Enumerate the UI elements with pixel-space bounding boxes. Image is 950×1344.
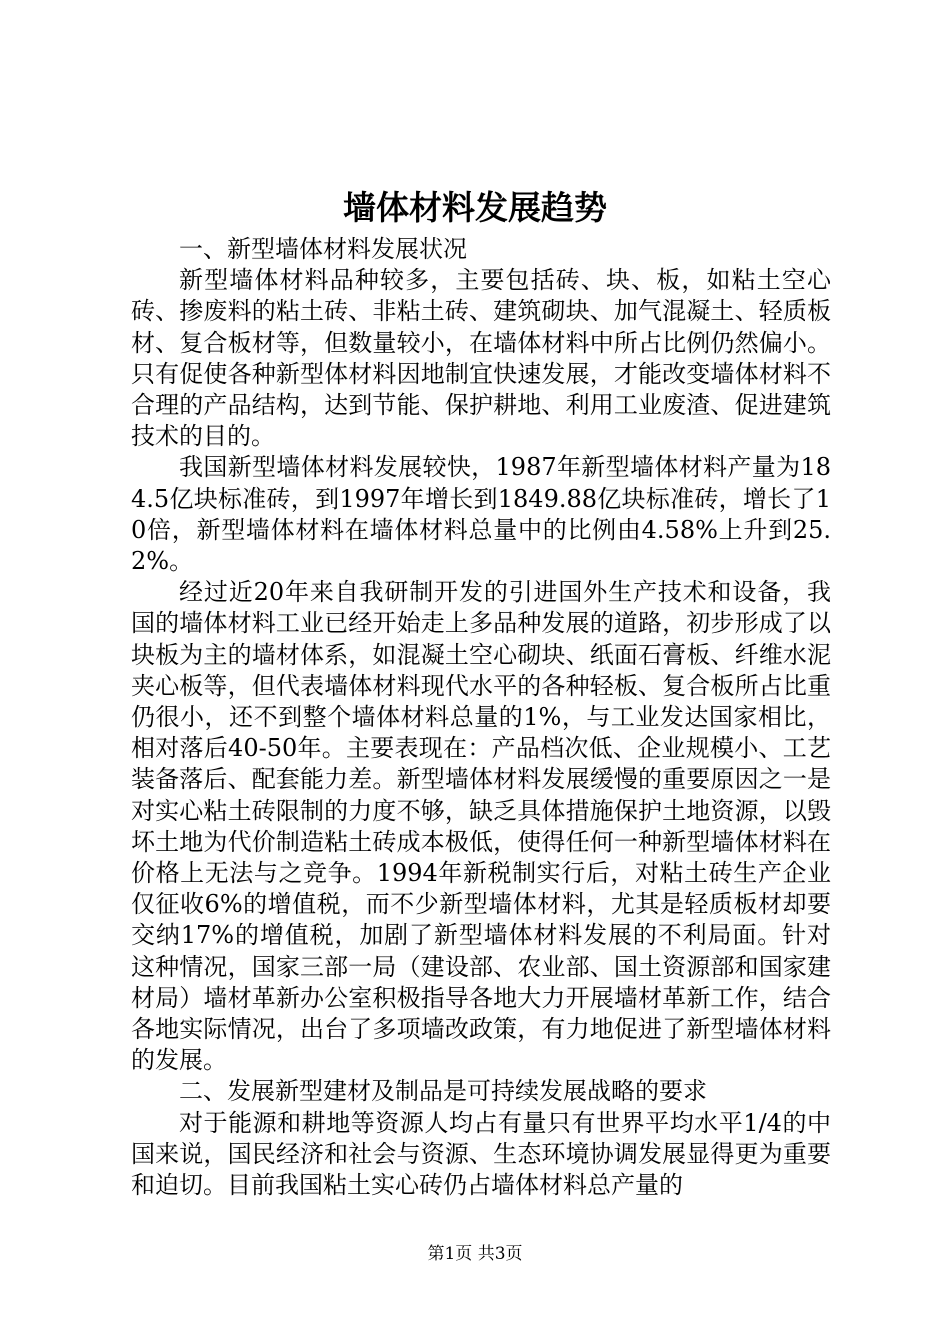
section-heading-2: 二、发展新型建材及制品是可持续发展战略的要求 (179, 1077, 707, 1106)
section-heading-1: 一、新型墙体材料发展状况 (179, 235, 467, 263)
document-title: 墙体材料发展趋势 (343, 188, 607, 227)
paragraph-4: 对于能源和耕地等资源人均占有量只有世界平均水平1/4的中国来说，国民经济和社会与资源、生态环境协调发展显得更为重要和迫切。目前我国粘土实心砖仍占墙体材料总产量的 (131, 1108, 831, 1200)
document-body (131, 234, 831, 1201)
paragraph-1: 新型墙体材料品种较多，主要包括砖、块、板，如粘土空心砖、掺废料的粘土砖、非粘土砖、建筑砌块、加气混凝土、轻质板材、复合板材等，但数量较小，在墙体材料中所占比例仍然偏小。只有促使各种新型体材料因地制宜快速发展，才能改变墙体材料不合理的产品结构，达到节能、保护耕地、利用工业废渣、促进建筑技术的目的。 (131, 266, 831, 451)
paragraph-3: 经过近20年来自我研制开发的引进国外生产技术和设备，我国的墙体材料工业已经开始走上多品种发展的道路，初步形成了以块板为主的墙材体系，如混凝土空心砌块、纸面石膏板、纤维水泥夹心板等，但代表墙体材料现代水平的各种轻板、复合板所占比重仍很小，还不到整个墙体材料总量的1%，与工业发达国家相比，相对落后40-50年。主要表现在：产品档次低、企业规模小、工艺装备落后、配套能力差。新型墙体材料发展缓慢的重要原因之一是对实心粘土砖限制的力度不够，缺乏具体措施保护土地资源，以毁坏土地为代价制造粘土砖成本极低，使得任何一种新型墙体材料在价格上无法与之竞争。1994年新税制实行后，对粘土砖生产企业仅征收6%的增值税，而不少新型墙体材料，尤其是轻质板材却要交纳17%的增值税，加剧了新型墙体材料发展的不利局面。针对这种情况，国家三部一局（建设部、农业部、国土资源部和国家建材局）墙材革新办公室积极指导各地大力开展墙材革新工作，结合各地实际情况，出台了多项墙改政策，有力地促进了新型墙体材料的发展。 (131, 578, 831, 1075)
paragraph-2: 我国新型墙体材料发展较快，1987年新型墙体材料产量为184.5亿块标准砖，到1997年增长到1849.88亿块标准砖，增长了10倍，新型墙体材料在墙体材料总量中的比例由4.58%上升到25.2%。 (131, 453, 831, 576)
page-number-footer: 第1页 共3页 (427, 1244, 523, 1264)
